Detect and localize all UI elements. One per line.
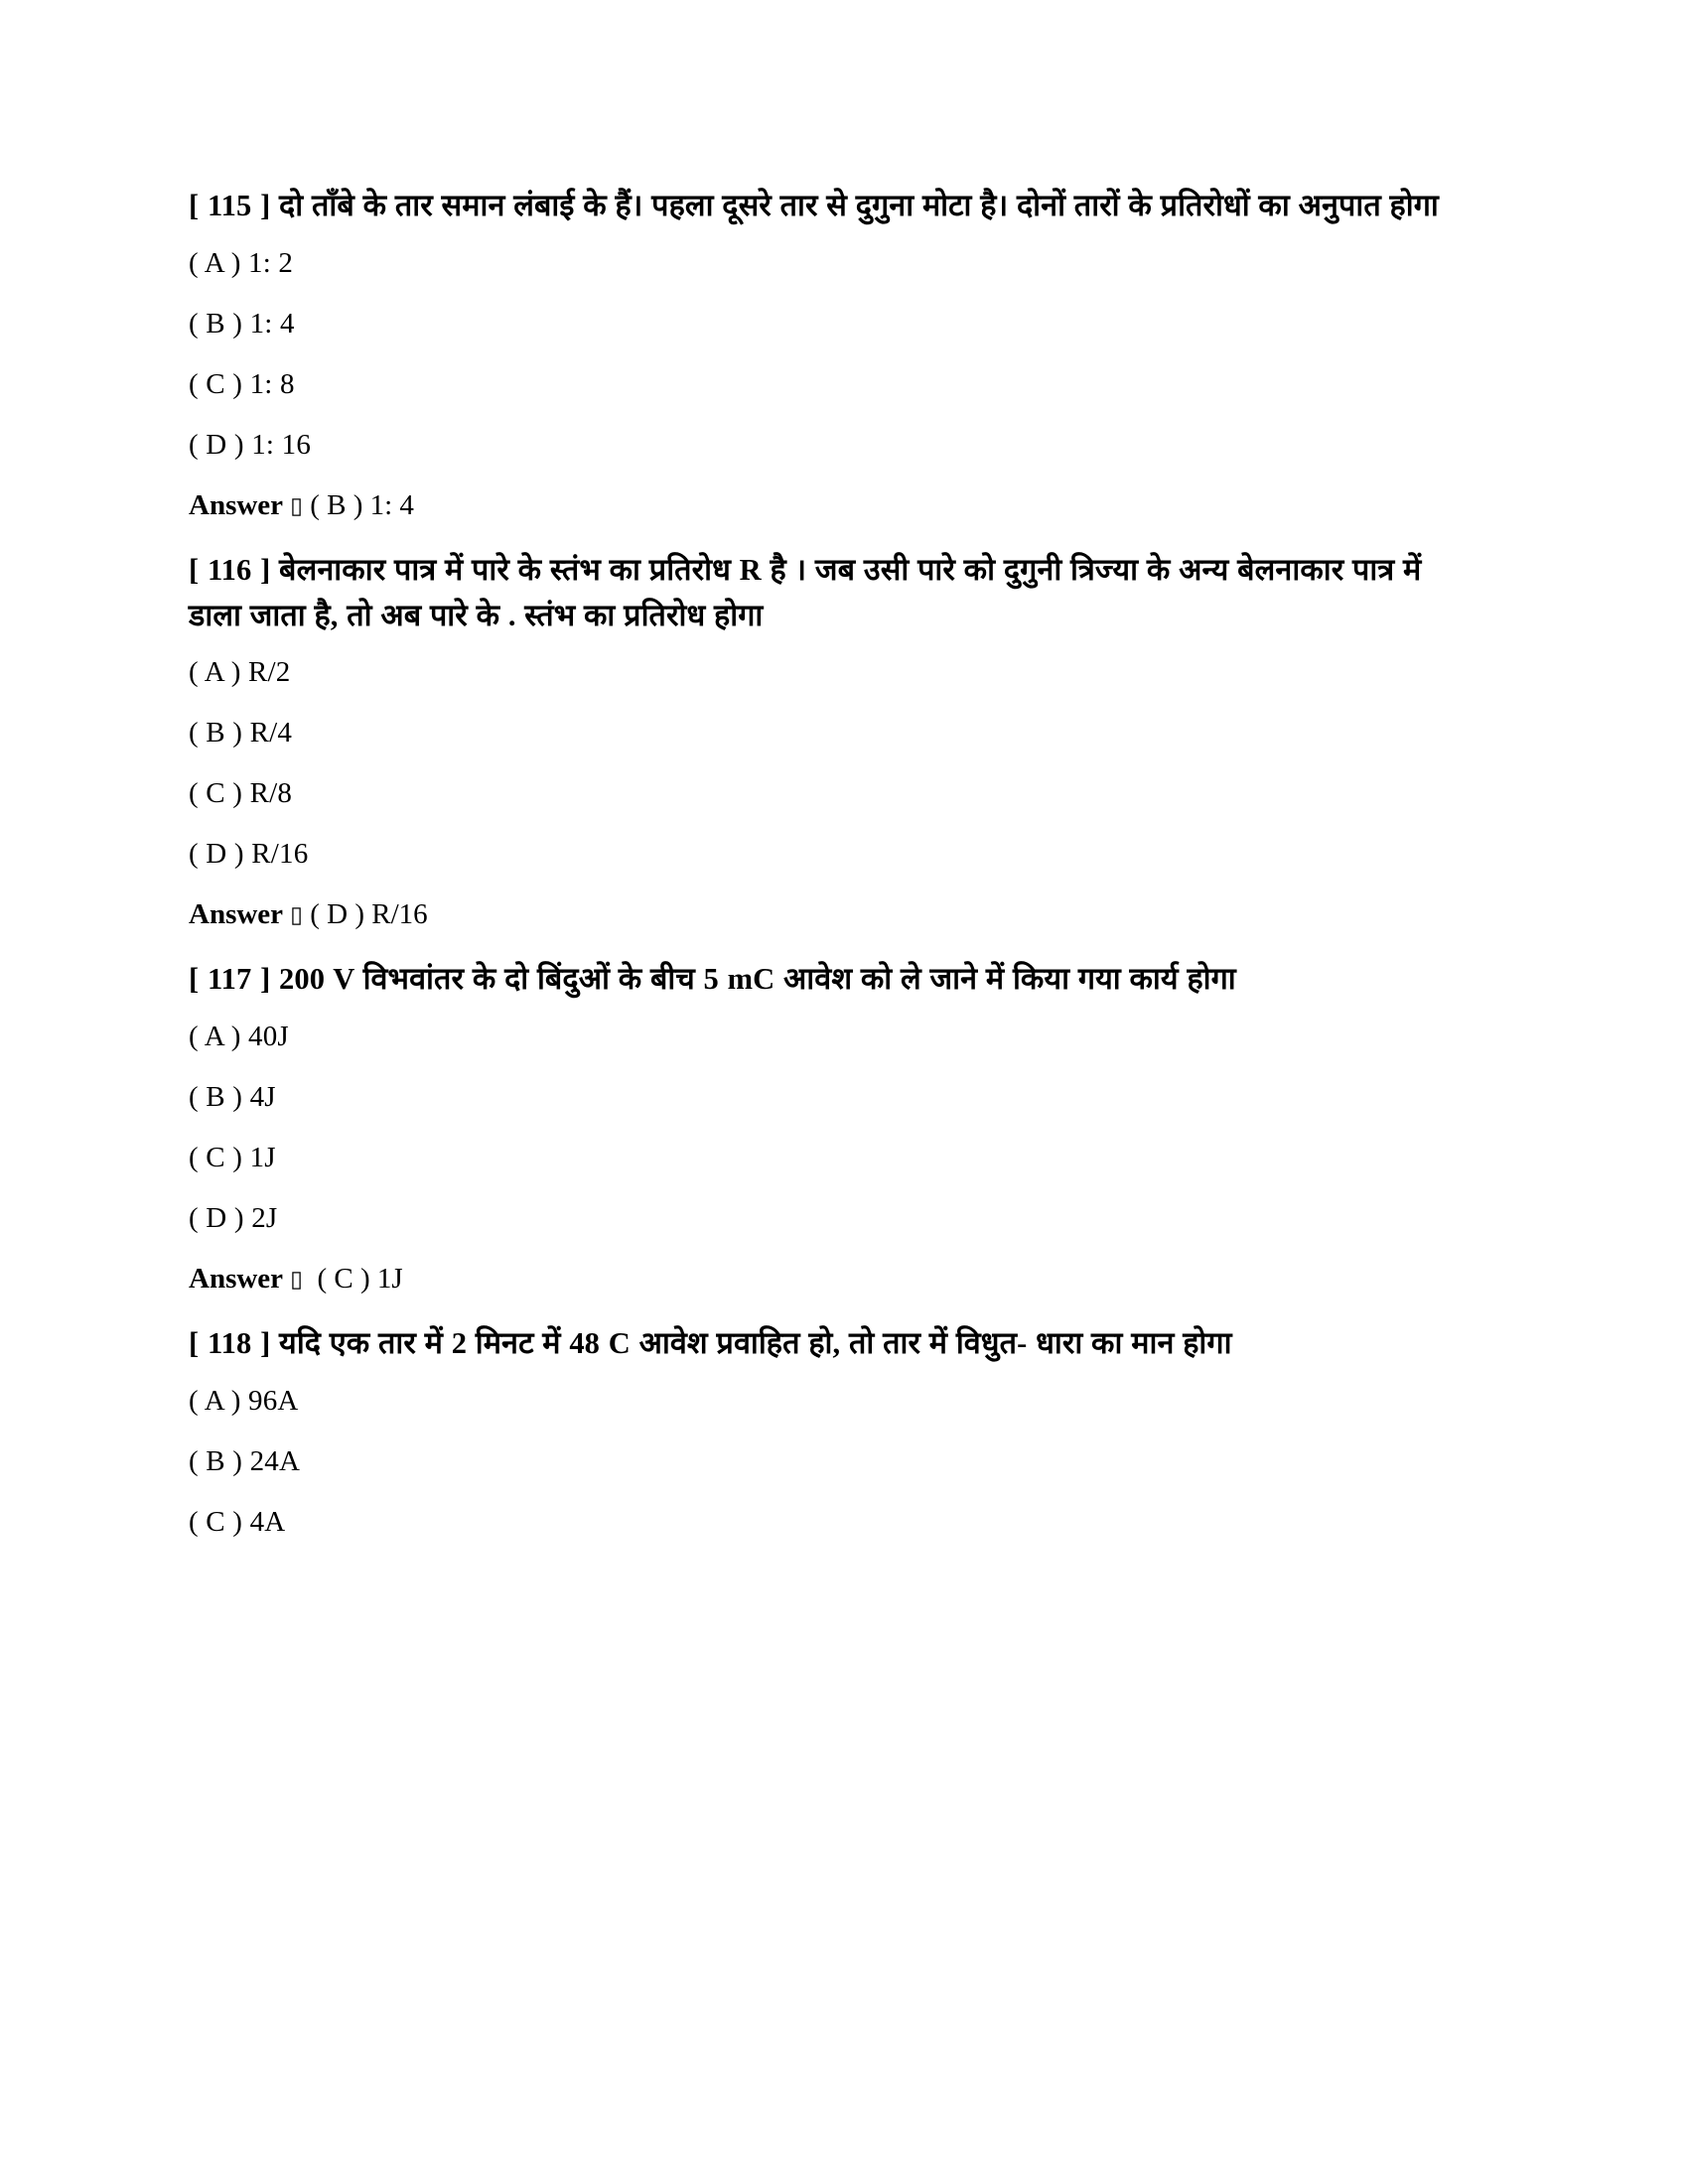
question-text: [ 117 ] 200 V विभवांतर के दो बिंदुओं के बीच 5 mC आवेश को ले जाने में किया गया कार्य होगा [189,962,1236,997]
option-d[interactable]: ( D ) 1: 16 [189,428,312,461]
missing-glyph-icon: ▯ [290,1267,303,1293]
option-d[interactable]: ( D ) 2J [189,1202,278,1234]
section-spacer [189,534,1479,548]
option-a[interactable]: ( A ) 1: 2 [189,246,294,279]
section-spacer [189,943,1479,957]
option-d[interactable]: ( D ) R/16 [189,838,309,871]
answer-label: Answer [189,1263,284,1295]
answer-value: ( D ) R/16 [310,898,428,931]
question-text: [ 116 ] बेलनाकार पात्र में पारे के स्तंभ का प्रतिरोध R है । जब उसी पारे को दुगुनी त्रिज्या के अन्य बेलनाकार पात्र में डाला जाता है, तो अब पारे के . स्तंभ का प्रतिरोध होगा [189,552,1422,632]
option-a[interactable]: ( A ) 96A [189,1384,299,1417]
question-text: [ 118 ] यदि एक तार में 2 मिनट में 48 C आवेश प्रवाहित हो, तो तार में विधुत- धारा का मान होगा [189,1326,1232,1360]
option-c[interactable]: ( C ) 1J [189,1142,276,1173]
option-b[interactable]: ( B ) 1: 4 [189,307,295,340]
option-a[interactable]: ( A ) 40J [189,1021,289,1052]
answer-value: ( B ) 1: 4 [310,488,414,521]
question-block-118 [189,1321,1479,1553]
answer-line [189,885,1479,943]
option-c[interactable]: ( C ) R/8 [189,777,293,810]
option-a[interactable]: ( A ) R/2 [189,656,291,689]
missing-glyph-icon: ▯ [290,492,303,519]
option-c[interactable]: ( C ) 1: 8 [189,367,295,400]
question-block-117 [189,957,1479,1307]
answer-label: Answer [189,898,284,931]
section-spacer [189,1307,1479,1321]
option-b[interactable]: ( B ) R/4 [189,717,293,750]
question-text: [ 115 ] दो ताँबे के तार समान लंबाई के हैं। पहला दूसरे तार से दुगुना मोटा है। दोनों तारों के प्रतिरोधों का अनुपात होगा [189,189,1439,222]
answer-label: Answer [189,488,284,521]
answer-line [189,476,1479,534]
option-c[interactable]: ( C ) 4A [189,1505,286,1538]
question-block-115 [189,184,1479,534]
option-b[interactable]: ( B ) 24A [189,1444,301,1477]
answer-value: ( C ) 1J [310,1263,403,1295]
option-b[interactable]: ( B ) 4J [189,1081,276,1113]
answer-line [189,1249,1479,1307]
question-block-116 [189,548,1479,944]
missing-glyph-icon: ▯ [290,902,303,929]
